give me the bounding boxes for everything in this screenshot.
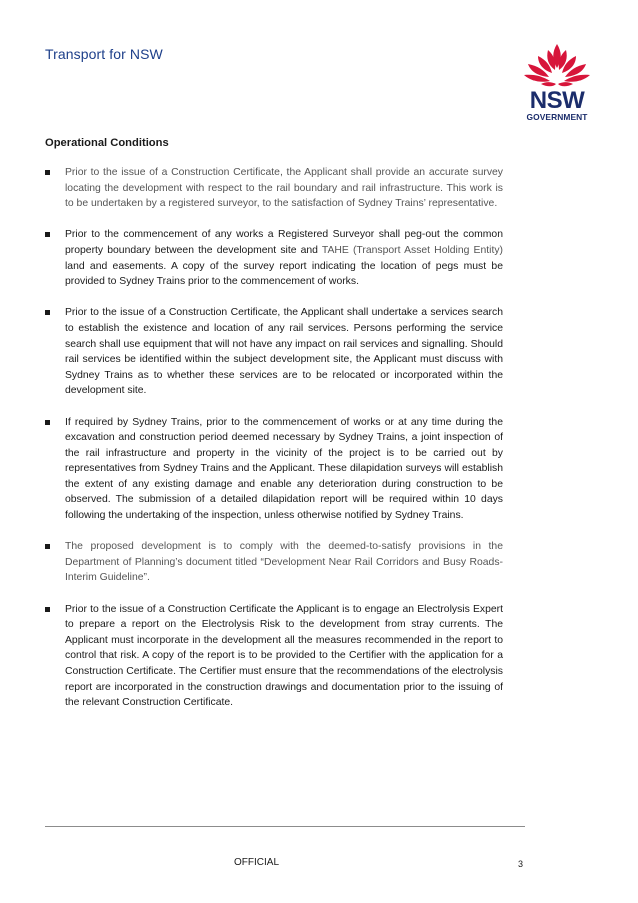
security-classification: OFFICIAL <box>234 857 280 868</box>
logo-subtitle: GOVERNMENT <box>526 112 588 122</box>
condition-services-search <box>45 305 503 399</box>
bullet-icon <box>45 544 50 549</box>
footer-divider <box>45 826 525 827</box>
bullet-icon <box>45 607 50 612</box>
condition-text-part-2: land and easements. A copy of the survey report indicating the location of pegs must be provided to Sydney Trains prior to the commencement of works. <box>65 260 503 288</box>
condition-text: Prior to the issue of a Construction Certificate the Applicant is to engage an Electrolysis Expert to prepare a report on the Electrolysis Risk to the development from stray currents. The Applicant must incorporate in the development all the measures recommended in the report to control that risk. A copy of the report is to be provided to the Certifier with the application for a Construction Certificate. The Certifier must ensure that the recommendations of the electrolysis report are incorporated in the construction drawings and documentation prior to the issuing of the relevant Construction Certificate. <box>65 603 503 709</box>
condition-text: If required by Sydney Trains, prior to the commencement of works or at any time during the excavation and construction period deemed necessary by Sydney Trains, a joint inspection of the rail infrastructure and property in the vicinity of the project is to be carried out by representatives from Sydney Trains and the Applicant. These dilapidation surveys will establish the extent of any existing damage and enable any deterioration during construction to be observed. The submission of a detailed dilapidation report will be required within 10 days following the undertaking of the inspection, unless otherwise notified by Sydney Trains. <box>65 416 503 522</box>
bullet-icon <box>45 170 50 175</box>
page-number: 3 <box>518 859 524 869</box>
section-heading: Operational Conditions <box>45 137 169 149</box>
bullet-icon <box>45 232 50 237</box>
condition-text-part-1: Prior to the commencement of any works a Registered Surveyor shall peg-out the common property boundary between the development site and <box>65 229 503 256</box>
condition-peg-out-boundary <box>45 227 503 289</box>
condition-text-tahe: TAHE (Transport Asset Holding Entity) <box>321 244 503 256</box>
condition-text: Prior to the issue of a Construction Certificate, the Applicant shall undertake a services search to establish the existence and location of any rail services. Persons performing the service search shall use equipment that will not have any impact on rail services and signalling. Should rail services be identified within the subject development site, the Applicant must discuss with Sydney Trains as to whether these services are to be relocated or incorporated within the development site. <box>65 307 503 397</box>
waratah-flower-icon <box>519 42 595 92</box>
condition-dilapidation-survey <box>45 415 503 524</box>
logo-wordmark: NSW <box>529 87 585 114</box>
condition-survey-rail-boundary <box>45 165 503 212</box>
organisation-name: Transport for NSW <box>45 46 163 62</box>
conditions-list <box>45 165 503 726</box>
bullet-icon <box>45 420 50 425</box>
condition-deemed-to-satisfy <box>45 539 503 586</box>
nsw-government-logo <box>519 42 595 124</box>
condition-electrolysis-expert <box>45 602 503 711</box>
bullet-icon <box>45 310 50 315</box>
condition-text: Prior to the issue of a Construction Certificate, the Applicant shall provide an accurate survey locating the development with respect to the rail boundary and rail infrastructure. This work is to be undertaken by a registered surveyor, to the satisfaction of Sydney Trains’ representative. <box>65 167 503 210</box>
condition-text: The proposed development is to comply with the deemed-to-satisfy provisions in the Department of Planning’s document titled “Development Near Rail Corridors and Busy Roads- Interim Guideline”. <box>65 541 503 584</box>
